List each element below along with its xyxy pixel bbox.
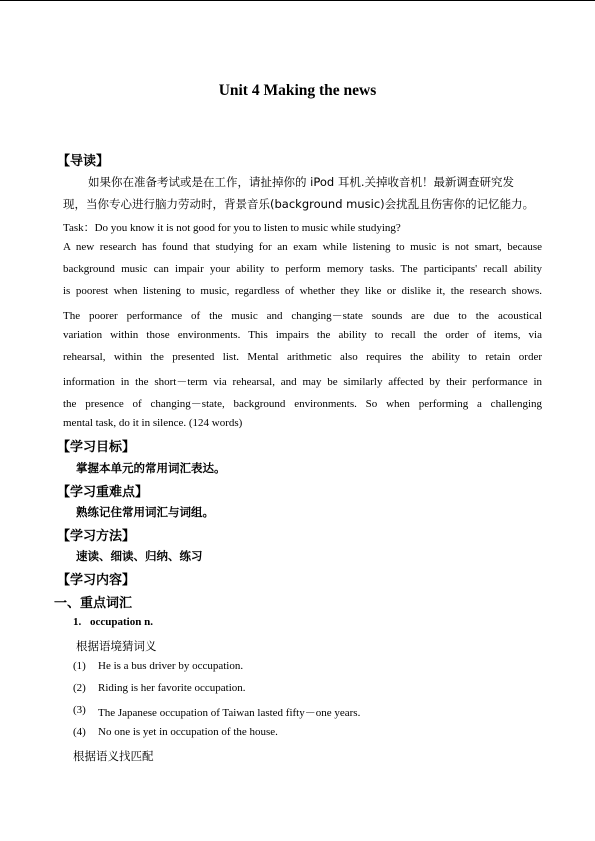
guide-heading: 【导读】 <box>57 154 110 169</box>
sentence-number: (2) <box>73 682 86 694</box>
methods-text: 速读、细读、归纳、练习 <box>76 549 203 563</box>
sentence-number: (3) <box>73 704 86 716</box>
guess-instruction: 根据语境猜词义 <box>76 639 157 653</box>
objectives-text: 掌握本单元的常用词汇表达。 <box>76 461 226 475</box>
sentence-text: He is a bus driver by occupation. <box>98 660 244 672</box>
passage-line: the presence of changing－state, background environments. So when performing a challenging <box>63 398 542 410</box>
passage-last-line: mental task, do it in silence. (124 words) <box>63 417 243 429</box>
difficulties-text: 熟练记住常用词汇与词组。 <box>76 505 214 519</box>
sentence-text: Riding is her favorite occupation. <box>98 682 246 694</box>
match-instruction: 根据语义找匹配 <box>73 749 154 763</box>
methods-heading: 【学习方法】 <box>57 529 136 544</box>
sentence-number: (1) <box>73 660 86 672</box>
difficulties-heading: 【学习重难点】 <box>57 485 149 500</box>
header-rule <box>0 0 595 1</box>
passage-line: variation within those environments. This impairs the ability to recall the order of items, via <box>63 329 542 341</box>
guide-task: Task：Do you know it is not good for you to listen to music while studying? <box>63 222 401 234</box>
passage-line: background music can impair your ability to perform memory tasks. The participants' recall ability <box>63 263 542 275</box>
page-title: Unit 4 Making the news <box>218 82 377 99</box>
content-heading: 【学习内容】 <box>57 573 136 588</box>
guide-cn-line-1: 如果你在准备考试或是在工作，请扯掉你的 iPod 耳机.关掉收音机！最新调查研究发 <box>88 175 515 189</box>
passage-line: information in the short－term via rehearsal, and may be similarly affected by their performance in <box>63 376 542 388</box>
guide-cn-line-2: 现，当你专心进行脑力劳动时，背景音乐(background music)会扰乱且伤害你的记忆能力。 <box>63 197 535 211</box>
vocab-item-number: 1. <box>73 616 82 628</box>
sentence-text: No one is yet in occupation of the house. <box>98 726 278 738</box>
passage-line: The poorer performance of the music and changing－state sounds are due to the acoustical <box>63 310 542 322</box>
passage-line: is poorest when listening to music, regardless of whether they like or dislike it, the research shows. <box>63 285 542 297</box>
vocab-heading: 一、重点词汇 <box>54 596 133 611</box>
vocab-item-word: occupation n. <box>90 616 153 628</box>
sentence-text: The Japanese occupation of Taiwan lasted fifty－one years. <box>98 707 361 719</box>
sentence-number: (4) <box>73 726 86 738</box>
objectives-heading: 【学习目标】 <box>57 440 136 455</box>
passage-line: rehearsal, within the presented list. Mental arithmetic also requires the ability to retain order <box>63 351 542 363</box>
passage-line: A new research has found that studying for an exam while listening to music is not smart, because <box>63 241 542 253</box>
